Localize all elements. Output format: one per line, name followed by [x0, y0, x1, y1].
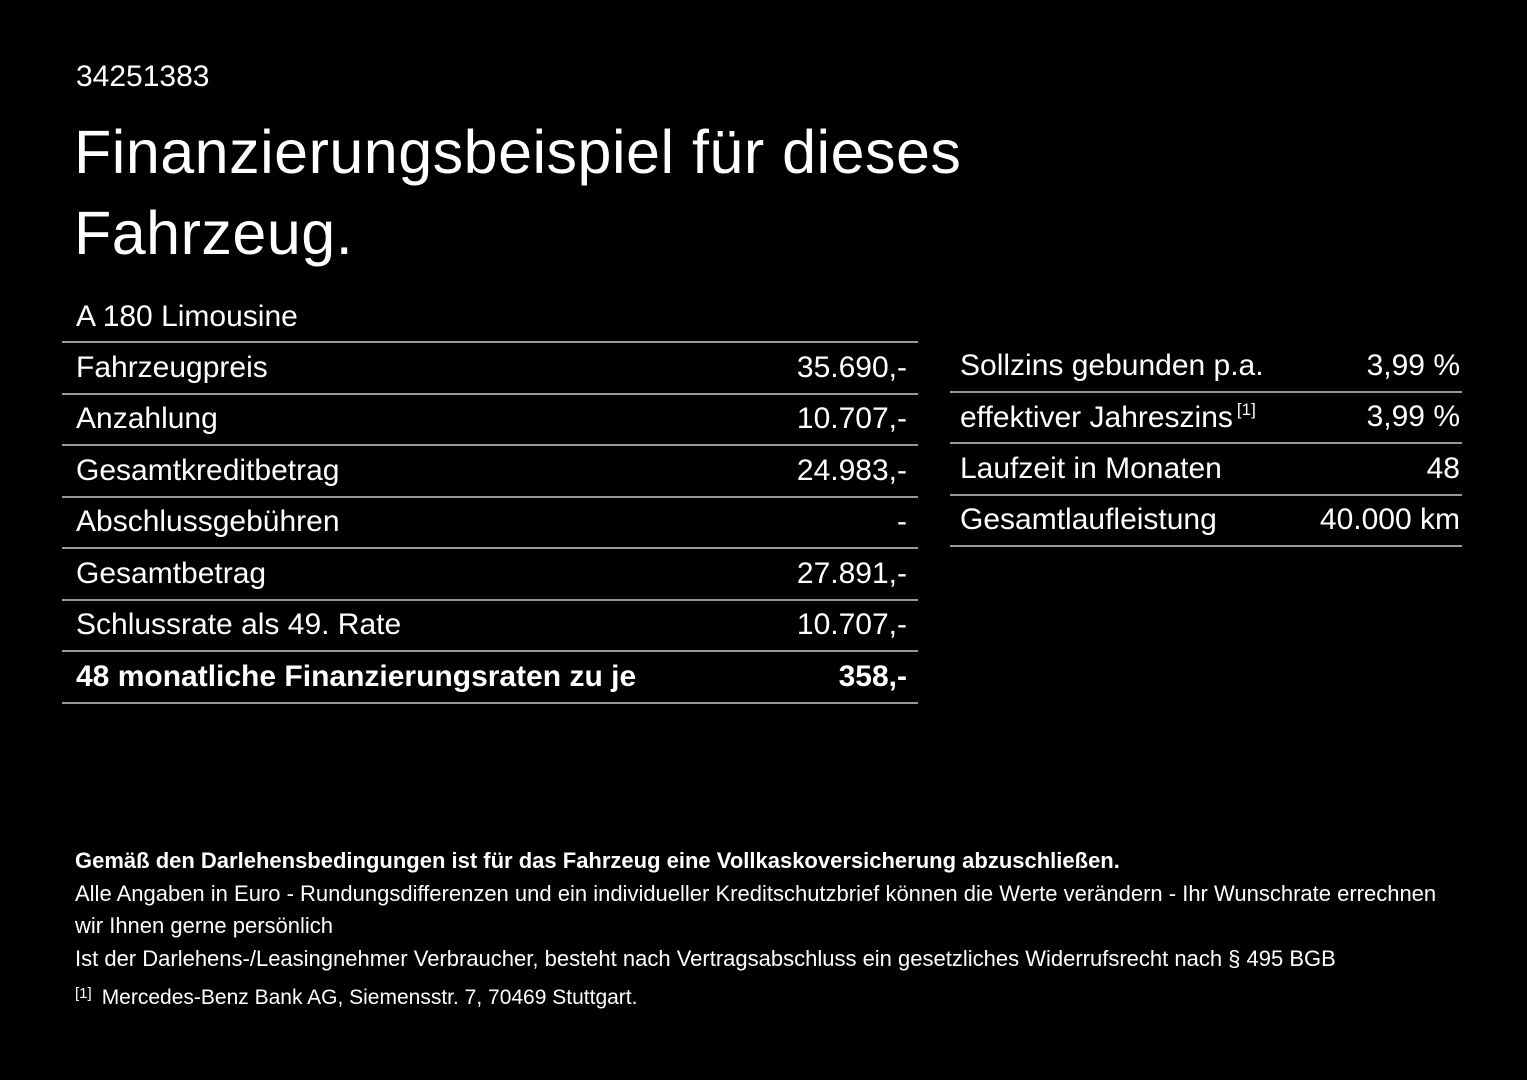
row-value: 3,99 % — [1366, 348, 1460, 382]
table-row-effektiver-jahreszins — [950, 393, 1462, 445]
conditions-table — [950, 341, 1462, 547]
row-label: Gesamtlaufleistung — [960, 503, 1217, 537]
row-value: 35.690,- — [796, 350, 907, 384]
page-title — [74, 112, 961, 274]
row-value: 3,99 % — [1366, 400, 1460, 434]
row-label: Abschlussgebühren — [76, 505, 340, 539]
row-label: Sollzins gebunden p.a. — [960, 348, 1264, 382]
row-label: effektiver Jahreszins [1] — [960, 399, 1256, 434]
page-title-line1: Finanzierungsbeispiel für dieses — [74, 118, 962, 186]
table-row-gesamtbetrag — [62, 547, 918, 599]
row-value: 40.000 km — [1319, 503, 1460, 537]
financing-table — [62, 341, 918, 704]
page-title-line2: Fahrzeug. — [74, 199, 354, 267]
row-value: - — [897, 505, 907, 539]
table-row-laufzeit — [950, 444, 1462, 496]
row-value: 10.707,- — [796, 402, 907, 436]
document-id: 34251383 — [76, 60, 210, 93]
vehicle-name: A 180 Limousine — [76, 300, 298, 333]
row-label: Gesamtbetrag — [76, 556, 267, 590]
row-label: Fahrzeugpreis — [76, 350, 268, 384]
footnote-ref: [1] — [1236, 399, 1256, 419]
table-row-fahrzeugpreis — [62, 341, 918, 393]
disclaimer-vollkasko: Gemäß den Darlehensbedingungen ist für das Fahrzeug eine Vollkaskoversicherung abzuschließen. — [75, 848, 1120, 873]
row-value: 27.891,- — [796, 556, 907, 590]
row-label: Gesamtkreditbetrag — [76, 453, 340, 487]
row-value: 10.707,- — [796, 608, 907, 642]
table-row-gesamtlaufleistung — [950, 496, 1462, 548]
table-row-schlussrate — [62, 599, 918, 651]
row-label: Laufzeit in Monaten — [960, 451, 1222, 485]
table-row-sollzins — [950, 341, 1462, 393]
row-value: 48 — [1426, 451, 1460, 485]
footer-disclaimers — [75, 845, 1465, 1015]
footnote-marker: [1] — [75, 985, 92, 1002]
disclaimer-widerrufsrecht: Ist der Darlehens-/Leasingnehmer Verbraucher, besteht nach Vertragsabschluss ein gesetzliches Widerrufsrecht nach § 495 BGB — [75, 945, 1336, 971]
footnote-text: Mercedes-Benz Bank AG, Siemensstr. 7, 70469 Stuttgart. — [101, 986, 638, 1009]
row-label: Anzahlung — [76, 402, 218, 436]
row-label: 48 monatliche Finanzierungsraten zu je — [76, 659, 637, 693]
table-row-abschlussgebuehren — [62, 496, 918, 548]
table-row-monatsraten — [62, 650, 918, 704]
table-row-anzahlung — [62, 393, 918, 445]
row-value: 358,- — [838, 659, 907, 693]
disclaimer-angaben: Alle Angaben in Euro - Rundungsdifferenzen und ein individueller Kreditschutzbrief können die Werte verändern - Ihr Wunschrate errechnen wir Ihnen gerne persönlich — [75, 880, 1437, 938]
row-value: 24.983,- — [796, 453, 907, 487]
row-label: Schlussrate als 49. Rate — [76, 608, 402, 642]
footnote-bank — [75, 978, 1465, 1015]
table-row-gesamtkreditbetrag — [62, 444, 918, 496]
